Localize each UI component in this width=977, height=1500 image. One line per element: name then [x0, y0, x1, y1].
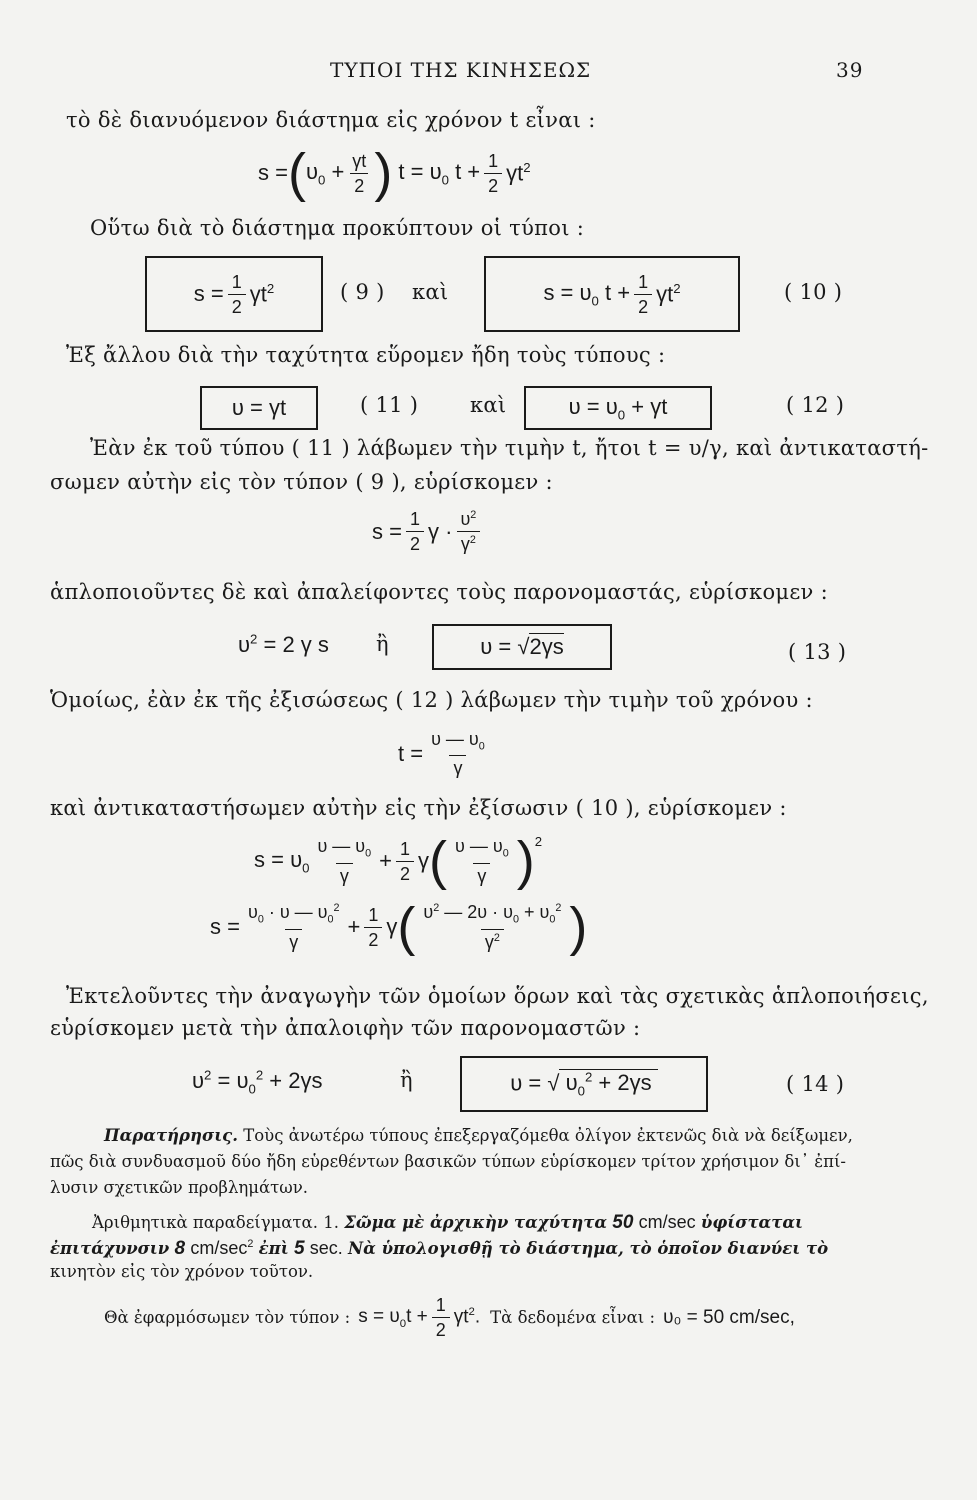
equation-distance: s = ( $\upsilon_0$ + $\frac{\gamma t}{2}$ ) $t = \upsilon_0$ t + $\frac{1}{2}$ $\gamma t^2$ — [258, 143, 531, 203]
connector-text: καὶ — [470, 393, 507, 417]
connector-text: καὶ — [412, 280, 449, 304]
text-line: Οὕτω διὰ τὸ διάστημα προκύπτουν οἱ τύποι : — [90, 216, 585, 240]
equation-substituted: s = $\frac{1}{2}$ γ · $\frac{\upsilon^2}{\gamma^2}$ — [372, 510, 484, 553]
equation-label: ( 14 ) — [786, 1072, 845, 1096]
example-line: κινητὸν εἰς τὸν χρόνον τοῦτον. — [50, 1262, 314, 1281]
text-line: καὶ ἀντικαταστήσωμεν αὐτὴν εἰς τὴν ἐξίσωσιν ( 10 ), εὑρίσκομεν : — [50, 796, 787, 820]
last-line: Θὰ ἐφαρμόσωμεν τὸν τύπον : $s = \upsilon_0t$ + $\frac{1}{2}$ $\gamma t^2$. Τὰ δεδομένα εἶναι : υ₀ = 50 cm/sec, — [104, 1295, 795, 1340]
formula-12-box: $\upsilon = \upsilon_0 + \gamma t$ — [524, 386, 712, 430]
note-line — [104, 1126, 853, 1145]
text-line: τὸ δὲ διανυόμενον διάστημα εἰς χρόνον t εἶναι : — [66, 108, 596, 132]
formula-14-box: υ = √ $\upsilon_0^2 + 2\gamma s$ — [460, 1056, 708, 1112]
text-line: Ὁμοίως, ἐὰν ἐκ τῆς ἐξισώσεως ( 12 ) λάβωμεν τὴν τιμὴν τοῦ χρόνου : — [50, 688, 813, 712]
formula-9-box: s = $\frac{1}{2}$ $\gamma t^2$ — [145, 256, 323, 332]
formula-13-box: υ = √2γs — [432, 624, 612, 670]
note-title: Παρατήρησις. — [104, 1126, 238, 1145]
connector-text: ἢ — [376, 632, 389, 656]
text-line: ἁπλοποιοῦντες δὲ καὶ ἀπαλείφοντες τοὺς παρονομαστάς, εὑρίσκομεν : — [50, 580, 828, 604]
equation-label: ( 11 ) — [360, 393, 419, 417]
page-number: 39 — [836, 58, 864, 82]
equation-v-squared-general: $\upsilon^2 = \upsilon_0^2 + 2\gamma s$ — [192, 1068, 323, 1097]
equation-substitution-2: s = $\frac{\upsilon_0 \cdot \upsilon — \upsilon_0^2}{\gamma}$ + $\frac{1}{2}$ γ ( $\frac{\upsilon^2 — 2\upsilon \cdot \upsilon_0 + \upsilon_0^2}{\gamma^2}$ ) — [210, 897, 588, 957]
text-line: εὑρίσκομεν μετὰ τὴν ἀπαλοιφὴν τῶν παρονομαστῶν : — [50, 1016, 641, 1040]
text-line: Ἐὰν ἐκ τοῦ τύπου ( 11 ) λάβωμεν τὴν τιμὴν t, ἤτοι t = υ/γ, καὶ ἀντικαταστή- — [90, 436, 929, 460]
running-header: ΤΥΠΟΙ ΤΗΣ ΚΙΝΗΣΕΩΣ — [330, 58, 592, 82]
equation-label: ( 9 ) — [340, 280, 385, 304]
note-line: πῶς διὰ συνδυασμοῦ δύο ἤδη εὑρεθέντων βασικῶν τύπων εὑρίσκομεν τρίτον χρήσιμον δι᾽ ἐπί- — [50, 1152, 847, 1171]
text-line: Ἐξ ἄλλου διὰ τὴν ταχύτητα εὕρομεν ἤδη τοὺς τύπους : — [66, 343, 666, 367]
text-line: σωμεν αὐτὴν εἰς τὸν τύπον ( 9 ), εὑρίσκομεν : — [50, 470, 553, 494]
note-body: Τοὺς ἀνωτέρω τύπους ἐπεξεργαζόμεθα ὀλίγον ἐκτενῶς διὰ νὰ δείξωμεν, — [243, 1126, 853, 1145]
example-number: 1. — [323, 1213, 339, 1232]
equation-v-squared: $\upsilon^2 = 2$ γ s — [238, 632, 329, 658]
equation-time: t = $\frac{\upsilon — \upsilon_0}{\gamma}$ — [398, 729, 485, 779]
text-line: Ἐκτελοῦντες τὴν ἀναγωγὴν τῶν ὁμοίων ὅρων καὶ τὰς σχετικὰς ἁπλοποιήσεις, — [66, 984, 929, 1008]
equation-substitution-1: $s = \upsilon_0$ $\frac{\upsilon — \upsilon_0}{\gamma}$ + $\frac{1}{2}$ γ ( $\frac{\upsilon — \upsilon_0}{\gamma}$ ) $^2$ — [254, 831, 543, 891]
example-line: ἐπιτάχυνσιν 8 $cm/\sec^2$ ἐπὶ 5 sec. Νὰ ὑπολογισθῇ τὸ διάστημα, τὸ ὁποῖον διανύει τὸ — [50, 1238, 829, 1259]
formula-10-box: $s = \upsilon_0$ t + $\frac{1}{2}$ $\gamma t^2$ — [484, 256, 740, 332]
connector-text: ἢ — [400, 1068, 413, 1092]
equation-label: ( 10 ) — [784, 280, 843, 304]
equation-label: ( 13 ) — [788, 640, 847, 664]
examples-title: Ἀριθμητικὰ παραδείγματα. — [92, 1213, 318, 1232]
example-line: Ἀριθμητικὰ παραδείγματα. 1. Σῶμα μὲ ἀρχικὴν ταχύτητα 50 cm/sec ὑφίσταται — [92, 1212, 804, 1233]
formula-11-box: υ = γt — [200, 386, 318, 430]
equation-label: ( 12 ) — [786, 393, 845, 417]
note-line: λυσιν σχετικῶν προβλημάτων. — [50, 1178, 309, 1197]
